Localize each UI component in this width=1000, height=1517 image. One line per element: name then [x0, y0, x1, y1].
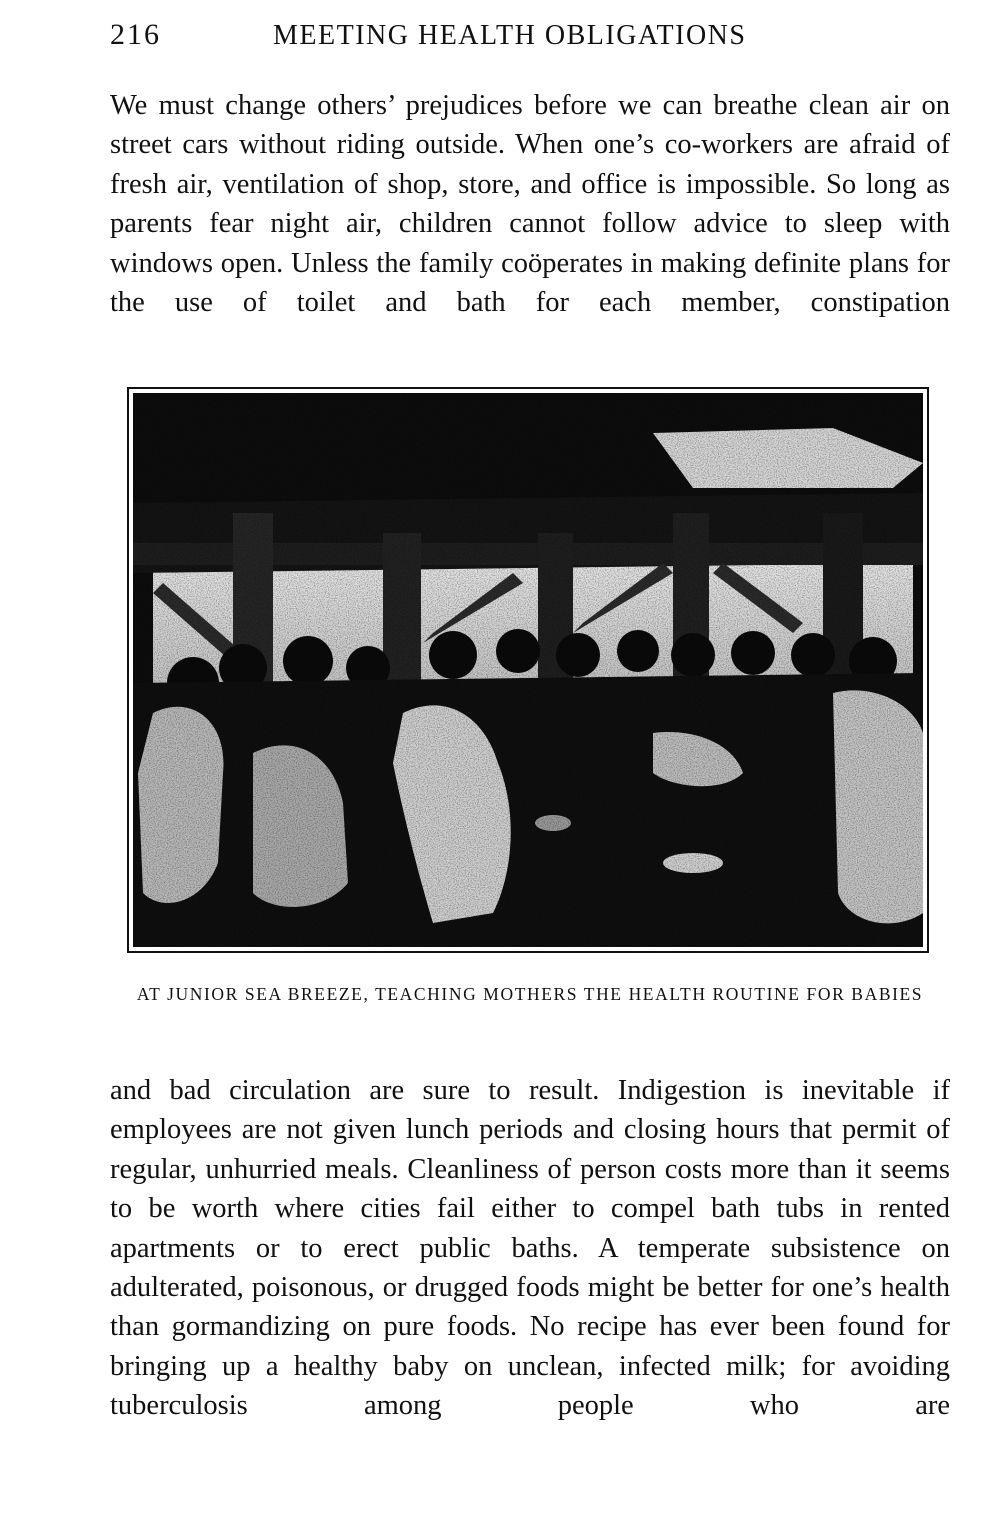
figure-caption: AT JUNIOR SEA BREEZE, TEACHING MOTHERS THE HEALTH ROUTINE FOR BABIES [136, 984, 924, 1004]
body-paragraph-bottom: and bad circulation are sure to result. Indigestion is inevitable if employees are not given lunch periods and closing hours that permit of regular, unhurried meals. Cleanliness of person costs more than it seems to be worth where cities fail either to compel bath tubs in rented apartments or to erect public baths. A temperate subsistence on adulterated, poisonous, or drugged foods might be better for one’s health than gormandizing on pure foods. No recipe has ever been found for bringing up a healthy baby on unclean, infected milk; for avoiding tuberculosis among people who are [110, 1075, 950, 1422]
page-number: 216 [110, 18, 161, 51]
body-paragraph-top: We must change others’ prejudices before we can breathe clean air on street cars without riding outside. When one’s co-workers are afraid of fresh air, ventilation of shop, store, and office is impossible. So long as parents fear night air, children cannot follow advice to sleep with windows open. Unless the family coöperates in making definite plans for the use of toilet and bath for each member, constipation [110, 90, 950, 319]
photo-figure [127, 387, 929, 953]
page-header [110, 18, 810, 58]
running-head: MEETING HEALTH OBLIGATIONS [273, 20, 747, 51]
photo-mothers-teaching [133, 393, 923, 947]
